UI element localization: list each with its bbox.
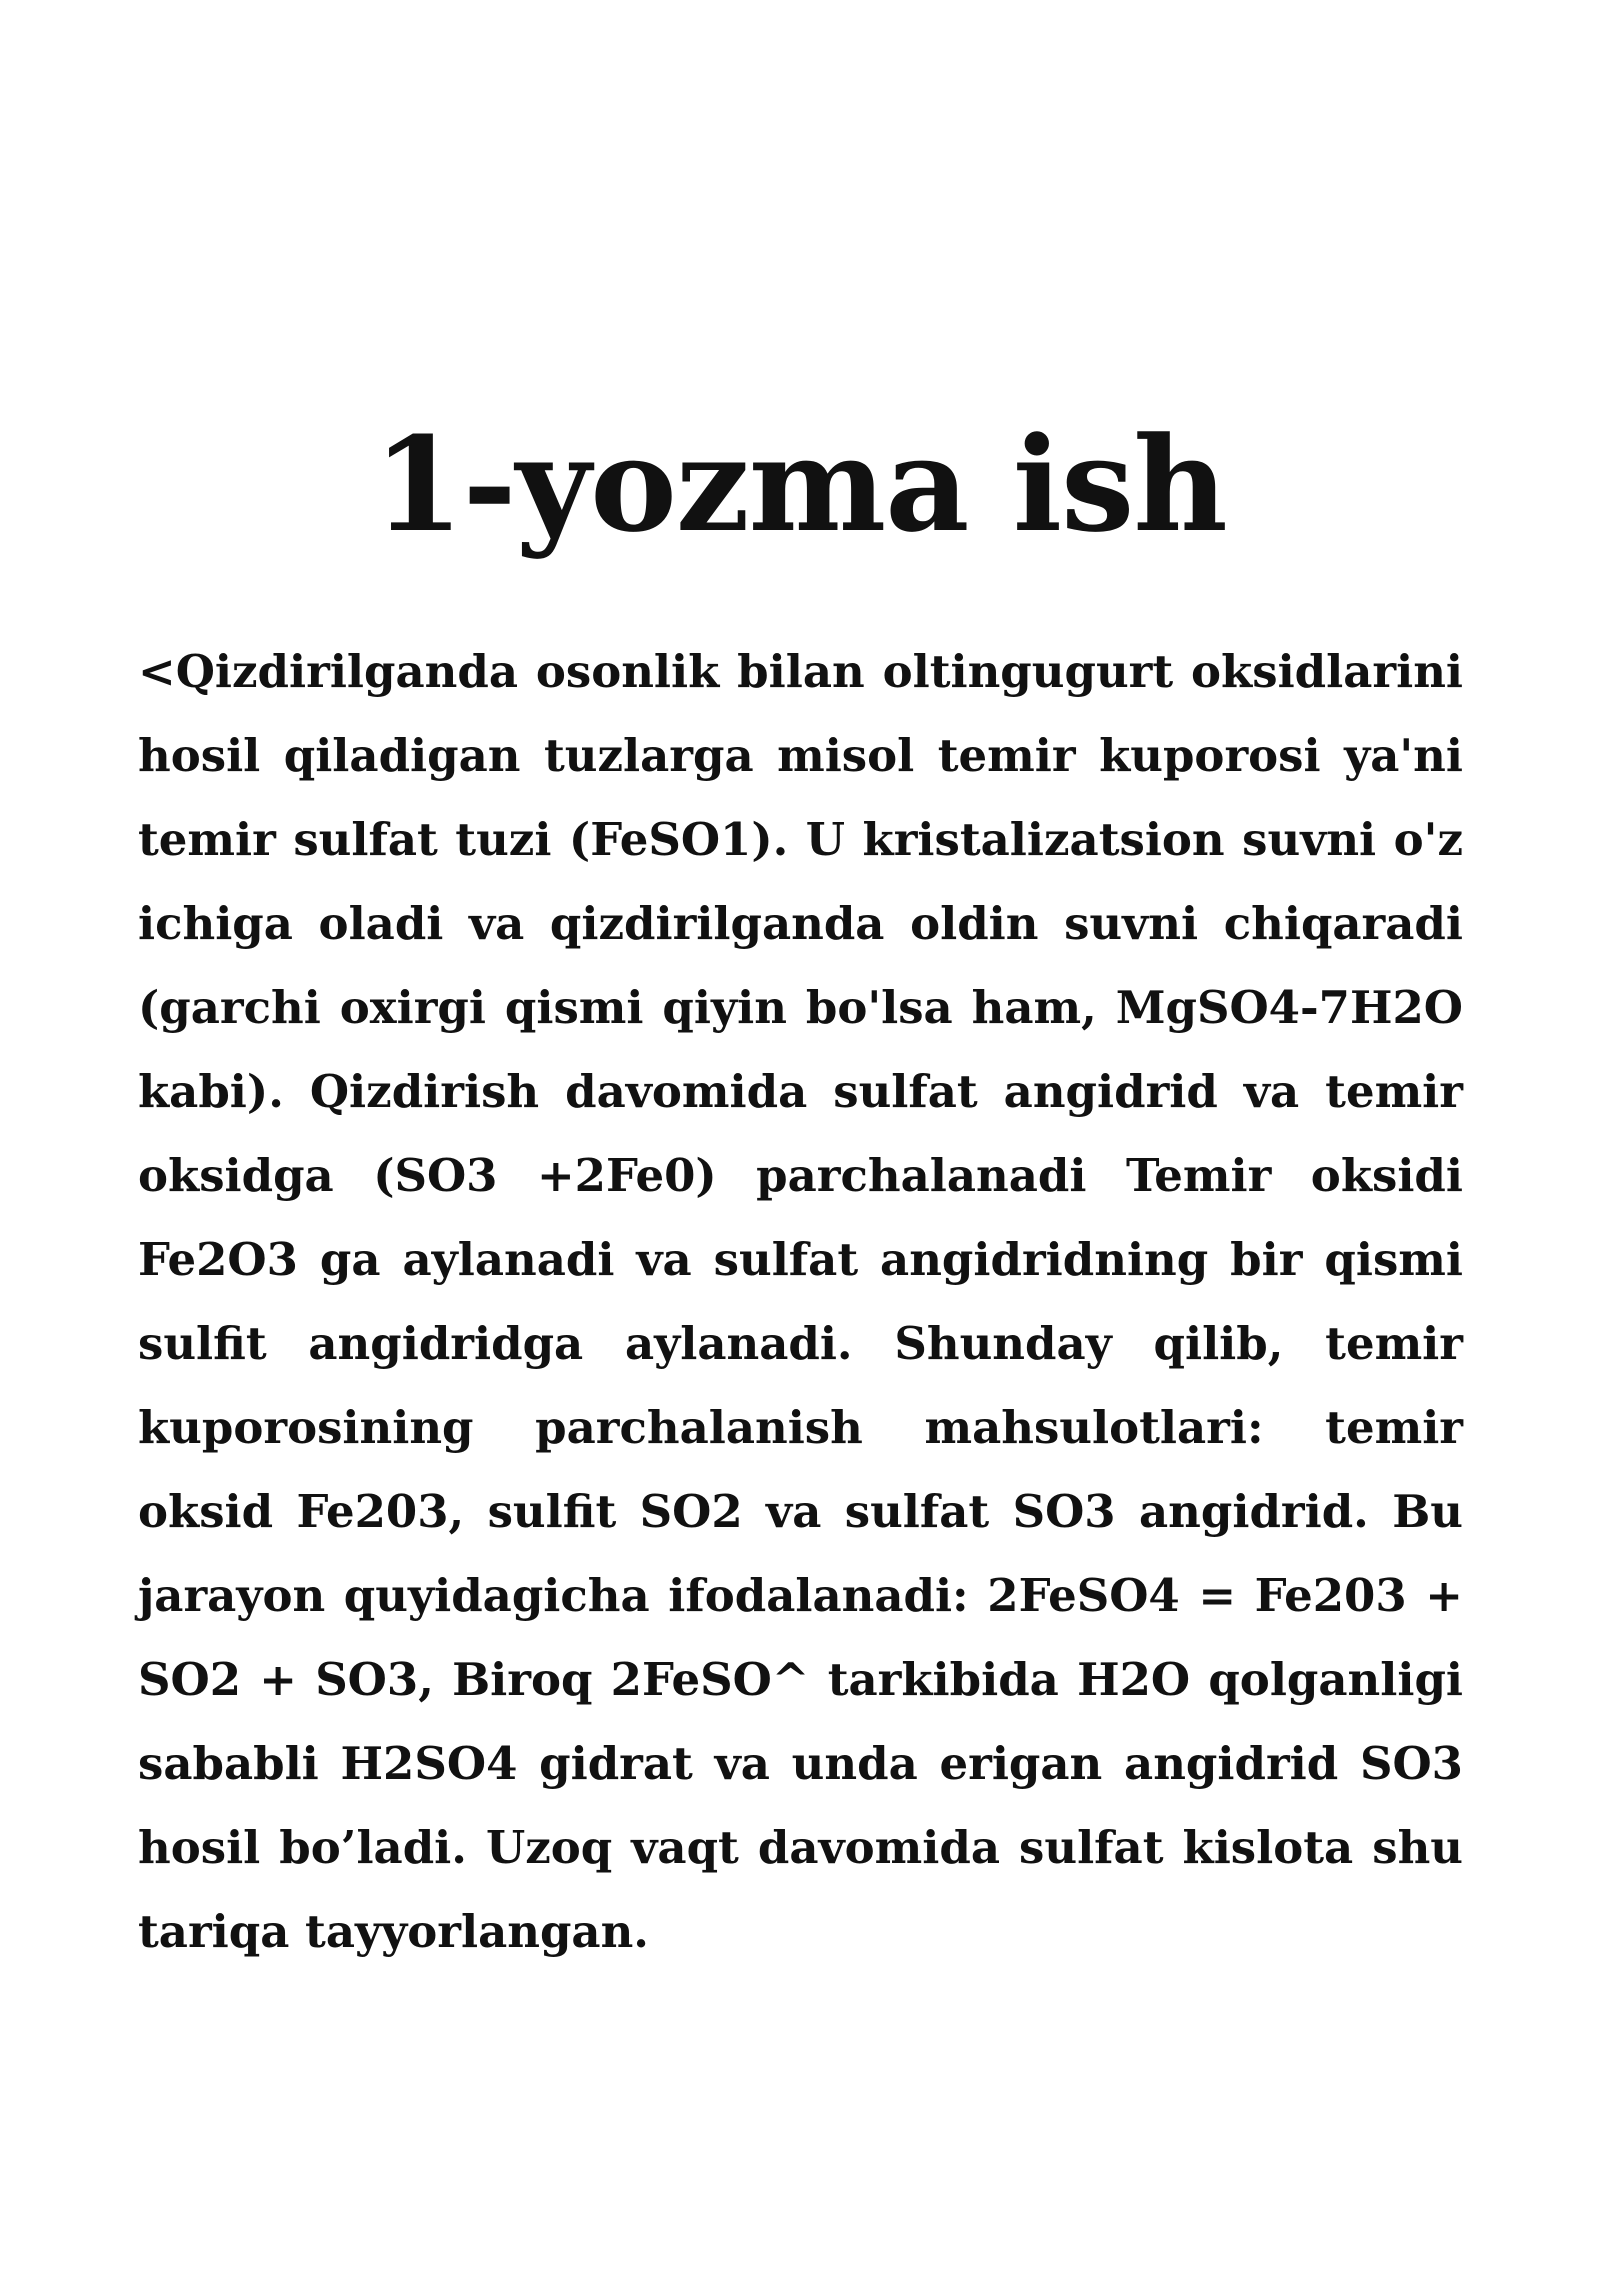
page-title: 1-yozma ish [373, 408, 1227, 561]
body-paragraph: <Qizdirilganda osonlik bilan oltingugurt oksidlarini hosil qiladigan tuzlarga misol temir kuporosi ya'ni temir sulfat tuzi (FeSO1). U kristalizatsion suvni o'z ichiga oladi va qizdirilganda oldin suvni chiqaradi (garchi oxirgi qismi qiyin bo'lsa ham, MgSO4-7H2O kabi). Qizdirish davomida sulfat angidrid va temir oksidga (SO3 +2Fe0) parchalanadi Temir oksidi Fe2O3 ga aylanadi va sulfat angidridning bir qismi sulfit angidridga aylanadi. Shunday qilib, temir kuporosining parchalanish mahsulotlari: temir oksid Fe203, sulfit SO2 va sulfat SO3 angidrid. Bu jarayon quyidagicha ifodalanadi: 2FeSO4 = Fe203 + SO2 + SO3, Biroq 2FeSO^ tarkibida H2O qolganligi sababli H2SO4 gidrat va unda erigan angidrid SO3 hosil bo’ladi. Uzoq vaqt davomida sulfat kislota shu tariqa tayyorlangan. [138, 645, 1463, 1958]
